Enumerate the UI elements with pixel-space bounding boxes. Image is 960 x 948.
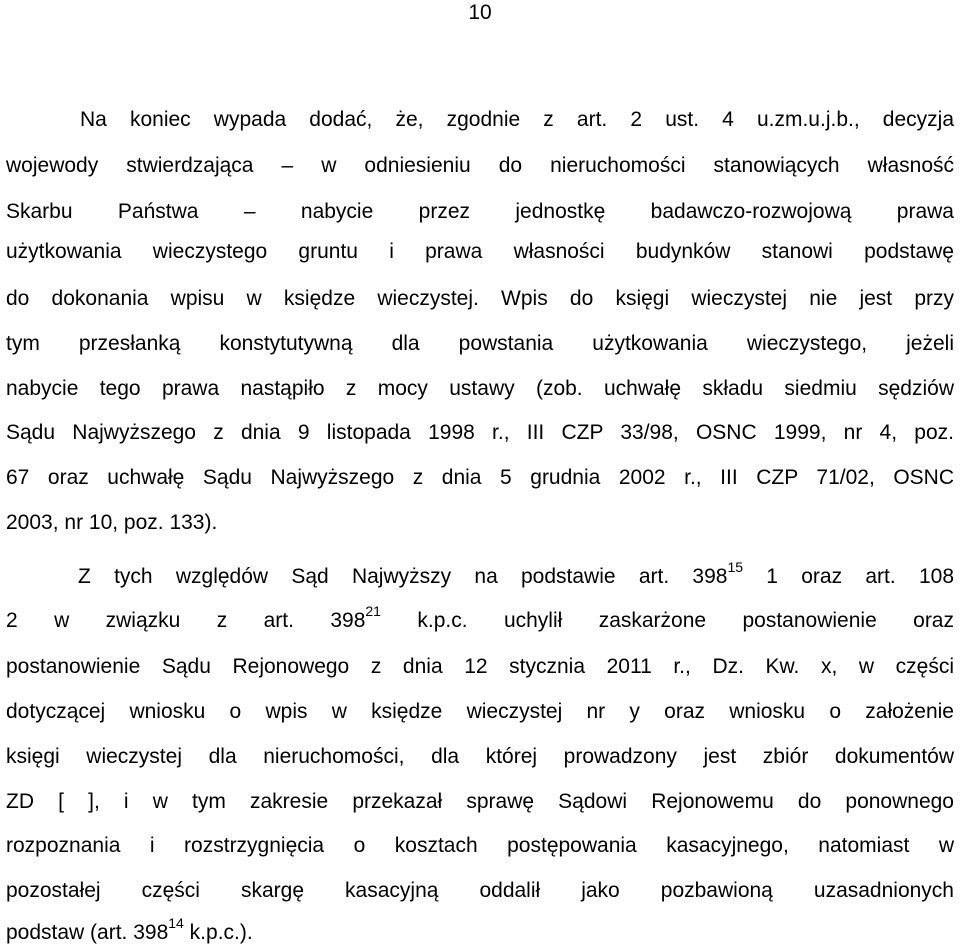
superscript: 14 xyxy=(168,915,184,931)
line-text: k.p.c. uchylił zaskarżone postanowienie oraz xyxy=(380,609,954,632)
paragraph-line: Sądu Najwyższego z dnia 9 listopada 1998 r., III CZP 33/98, OSNC 1999, nr 4, poz. xyxy=(6,421,954,444)
paragraph-line: pozostałej części skargę kasacyjną oddalił jako pozbawioną uzasadnionych xyxy=(6,879,954,902)
paragraph-line: do dokonania wpisu w księdze wieczystej. Wpis do księgi wieczystej nie jest przy xyxy=(6,287,954,310)
line-text: k.p.c.). xyxy=(183,921,253,944)
paragraph-line: tym przesłanką konstytutywną dla powstania użytkowania wieczystego, jeżeli xyxy=(6,332,954,355)
paragraph-line: wojewody stwierdzająca – w odniesieniu do nieruchomości stanowiących własność xyxy=(6,154,954,177)
paragraph-line xyxy=(78,559,954,592)
line-text: 1 oraz art. 108 xyxy=(743,565,954,588)
paragraph-line: rozpoznania i rozstrzygnięcia o kosztach postępowania kasacyjnego, natomiast w xyxy=(6,834,954,857)
paragraph-line: 2003, nr 10, poz. 133). xyxy=(6,511,218,534)
paragraph-line xyxy=(6,915,954,948)
paragraph-line: ZD [ ], i w tym zakresie przekazał sprawę Sądowi Rejonowemu do ponownego xyxy=(6,790,954,813)
paragraph-line: Skarbu Państwa – nabycie przez jednostkę badawczo-rozwojową prawa xyxy=(6,200,954,223)
page-number: 10 xyxy=(468,1,492,24)
paragraph-line xyxy=(6,603,954,636)
line-text: Z tych względów Sąd Najwyższy na podstawie art. 398 xyxy=(78,565,728,588)
paragraph-line: nabycie tego prawa nastąpiło z mocy ustawy (zob. uchwałę składu siedmiu sędziów xyxy=(6,377,954,400)
line-text: podstaw (art. 398 xyxy=(6,921,169,944)
paragraph-line: postanowienie Sądu Rejonowego z dnia 12 stycznia 2011 r., Dz. Kw. x, w części xyxy=(6,655,954,678)
paragraph-line: 67 oraz uchwałę Sądu Najwyższego z dnia 5 grudnia 2002 r., III CZP 71/02, OSNC xyxy=(6,466,954,489)
paragraph-line: dotyczącej wniosku o wpis w księdze wieczystej nr y oraz wniosku o założenie xyxy=(6,700,954,723)
superscript: 21 xyxy=(365,603,381,619)
paragraph-line: Na koniec wypada dodać, że, zgodnie z art. 2 ust. 4 u.zm.u.j.b., decyzja xyxy=(80,108,954,131)
line-text: 2 w związku z art. 398 xyxy=(6,609,366,632)
paragraph-line: księgi wieczystej dla nieruchomości, dla której prowadzony jest zbiór dokumentów xyxy=(6,745,954,768)
superscript: 15 xyxy=(727,559,744,575)
paragraph-line: użytkowania wieczystego gruntu i prawa własności budynków stanowi podstawę xyxy=(6,240,954,263)
